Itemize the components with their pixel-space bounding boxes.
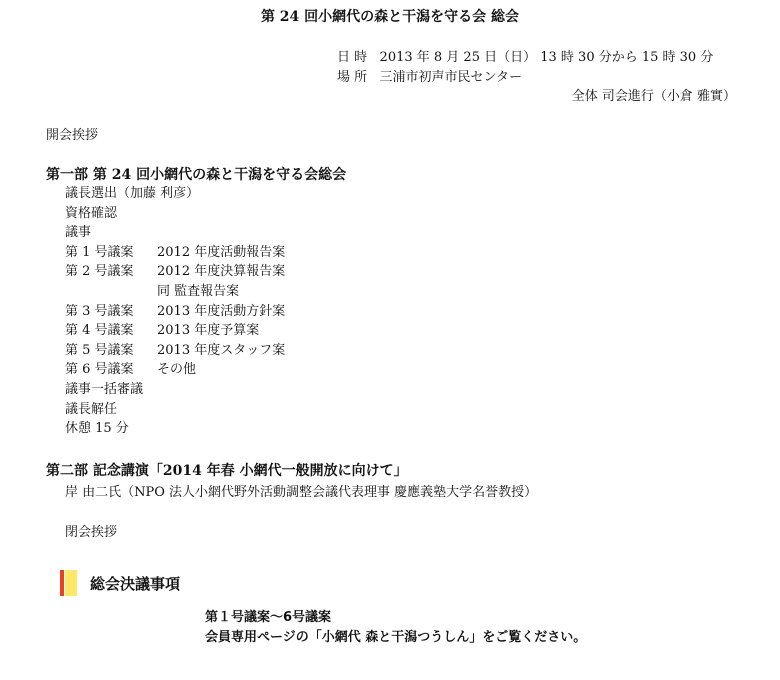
place-value: 三浦市初声市民センター — [379, 70, 523, 85]
agenda-label: 議事 — [65, 225, 92, 241]
qualification-check: 資格確認 — [65, 205, 118, 221]
part2-heading: 第二部 記念講演「2014 年春 小網代一般開放に向けて」 — [46, 463, 408, 479]
resolution-member-page-note: 会員専用ページの「小網代 森と干潟つうしん」をご覧ください。 — [205, 630, 587, 645]
agenda-item: 第 1 号議案 2012 年度活動報告案 — [65, 244, 286, 260]
date-value: 2013 年 8 月 25 日（日） 13 時 30 分から 15 時 30 分 — [379, 50, 714, 65]
place-label: 場 所 — [337, 70, 368, 85]
document-title: 第 24 回小網代の森と干潟を守る会 総会 — [260, 9, 520, 25]
date-row — [337, 46, 713, 65]
resolution-items: 第１号議案～6号議案 — [205, 610, 332, 625]
part1-agenda-list — [65, 184, 285, 439]
agenda-item: 第 2 号議案 2012 年度決算報告案 — [65, 264, 286, 280]
date-label: 日 時 — [337, 50, 368, 65]
place-row — [337, 66, 522, 85]
agenda-item: 第 4 号議案 2013 年度予算案 — [65, 323, 260, 339]
agenda-item: 同 監査報告案 — [157, 283, 240, 299]
bulk-deliberation: 議事一括審議 — [65, 381, 144, 397]
closing-remarks: 閉会挨拶 — [65, 525, 118, 540]
agenda-item: 第 5 号議案 2013 年度スタッフ案 — [65, 342, 286, 358]
master-of-ceremonies: 全体 司会進行（小倉 雅實） — [571, 89, 736, 104]
agenda-item: 第 3 号議案 2013 年度活動方針案 — [65, 303, 286, 319]
chair-election: 議長選出（加藤 利彦） — [65, 186, 200, 201]
lecture-speaker: 岸 由二氏（NPO 法人小網代野外活動調整会議代表理事 慶應義塾大学名誉教授） — [65, 485, 538, 500]
part1-heading: 第一部 第 24 回小網代の森と干潟を守る会総会 — [46, 167, 347, 183]
accent-bar-yellow — [65, 570, 77, 596]
accent-bar-red — [60, 570, 64, 596]
opening-remarks: 開会挨拶 — [46, 128, 99, 143]
resolution-heading: 総会決議事項 — [90, 575, 181, 593]
chair-dismissal: 議長解任 — [65, 401, 118, 417]
break-item: 休憩 15 分 — [65, 421, 129, 437]
agenda-item: 第 6 号議案 その他 — [65, 362, 197, 378]
